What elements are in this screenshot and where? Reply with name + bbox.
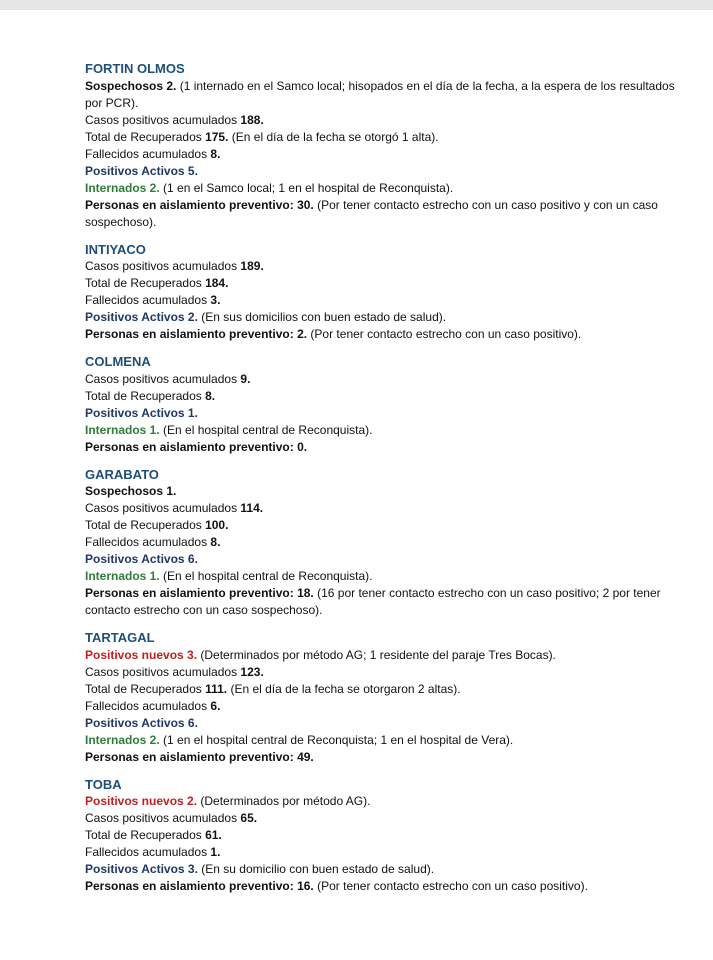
line-segment: 61. [205, 828, 222, 842]
line-segment: 8. [210, 535, 221, 549]
section-title: COLMENA [85, 354, 151, 369]
line-segment: (Determinados por método AG; 1 residente del paraje Tres Bocas). [197, 647, 556, 662]
line-segment: (En sus domicilios con buen estado de salud). [197, 310, 447, 324]
line-segment: 100. [205, 518, 229, 532]
line-segment: 8. [205, 388, 216, 403]
line-segment: (En el hospital central de Reconquista). [159, 422, 373, 437]
line-segment: 123. [240, 664, 264, 679]
line-segment: (En su domicilio con buen estado de salud). [197, 862, 435, 876]
line-segment: 111. [205, 681, 228, 696]
section-title: FORTIN OLMOS [85, 61, 185, 76]
line-segment: (1 en el hospital central de Reconquista; 1 en el hospital de Vera). [159, 732, 514, 747]
line-segment: Fallecidos acumulados [85, 698, 211, 713]
section-lines [85, 258, 695, 343]
section-lines [85, 483, 695, 619]
section-lines [85, 647, 695, 766]
line-segment: 8. [210, 146, 221, 161]
line-segment: Positivos Activos 6. [85, 715, 198, 730]
line-segment: Fallecidos acumulados [85, 535, 211, 549]
line-segment: Positivos Activos 3. [85, 862, 198, 876]
report-line [85, 112, 695, 129]
line-segment: Total de Recuperados [85, 388, 206, 403]
line-segment: 188. [240, 112, 264, 127]
report-line [85, 163, 695, 180]
line-segment: Personas en aislamiento preventivo: 0. [85, 439, 308, 454]
line-segment: Internados 1. [85, 422, 160, 437]
line-segment: 175. [205, 129, 229, 144]
line-segment: (Por tener contacto estrecho con un caso positivo y con un caso sospechoso). [85, 197, 658, 229]
report-line [85, 197, 695, 231]
line-segment: Internados 2. [85, 180, 160, 195]
line-segment: 1. [210, 845, 221, 859]
line-segment: Total de Recuperados [85, 129, 206, 144]
report-line [85, 861, 695, 878]
section-title: GARABATO [85, 466, 159, 482]
section-title: TARTAGAL [85, 630, 155, 645]
section-garabato [85, 466, 695, 620]
line-segment: 189. [240, 259, 264, 273]
report-line [85, 483, 695, 500]
report-line [85, 388, 695, 405]
report-line [85, 517, 695, 534]
line-segment: Positivos nuevos 2. [85, 794, 198, 808]
line-segment: Fallecidos acumulados [85, 845, 211, 859]
report-line [85, 180, 695, 197]
section-tartagal [85, 629, 695, 766]
report-line [85, 732, 695, 749]
line-segment: Sospechosos 1. [85, 484, 177, 498]
report-line [85, 698, 695, 715]
line-segment: (16 por tener contacto estrecho con un caso positivo; 2 por tener contacto estrecho con un caso sospechoso). [85, 586, 661, 617]
line-segment: Casos positivos acumulados [85, 371, 241, 386]
report-line [85, 78, 695, 112]
line-segment: Personas en aislamiento preventivo: 2. [85, 327, 308, 341]
line-segment: Casos positivos acumulados [85, 664, 241, 679]
report-line [85, 793, 695, 810]
line-segment: (1 en el Samco local; 1 en el hospital de Reconquista). [159, 180, 454, 195]
report-line [85, 371, 695, 388]
report-line [85, 568, 695, 585]
report-line [85, 664, 695, 681]
report-line [85, 878, 695, 895]
section-lines [85, 78, 695, 231]
line-segment: 18. [297, 586, 314, 600]
report-line [85, 827, 695, 844]
report-line [85, 439, 695, 456]
report-line [85, 585, 695, 619]
line-segment: 3. [210, 293, 221, 307]
line-segment: Casos positivos acumulados [85, 811, 241, 825]
section-toba [85, 776, 695, 896]
section-colmena [85, 353, 695, 456]
line-segment: Personas en aislamiento preventivo: 30. [85, 197, 314, 212]
report-line [85, 326, 695, 343]
line-segment: Personas en aislamiento preventivo: 16. [85, 879, 314, 893]
line-segment: 65. [240, 811, 258, 825]
line-segment: Sospechosos 2. [85, 78, 177, 93]
line-segment: 184. [205, 276, 229, 290]
report-line [85, 292, 695, 309]
line-segment: Casos positivos acumulados [85, 259, 241, 273]
line-segment: Internados 1. [85, 569, 160, 583]
report-line [85, 810, 695, 827]
line-segment: Fallecidos acumulados [85, 146, 211, 161]
section-lines [85, 793, 695, 895]
section-lines [85, 371, 695, 456]
line-segment: (En el día de la fecha se otorgaron 2 altas). [227, 681, 461, 696]
top-gray-bar [0, 0, 713, 10]
line-segment: Personas en aislamiento preventivo: [85, 586, 298, 600]
section-intiyaco [85, 241, 695, 344]
report-line [85, 681, 695, 698]
report-line [85, 715, 695, 732]
line-segment: (1 internado en el Samco local; hisopados en el día de la fecha, a la espera de los resultados por PCR). [85, 78, 675, 110]
line-segment: Total de Recuperados [85, 828, 206, 842]
line-segment: 114. [240, 501, 264, 515]
line-segment: Positivos Activos 5. [85, 163, 198, 178]
report-line [85, 647, 695, 664]
report-line [85, 275, 695, 292]
line-segment: Positivos Activos 6. [85, 552, 198, 566]
line-segment: Positivos nuevos 3. [85, 647, 198, 662]
section-title: TOBA [85, 776, 122, 792]
report-line [85, 129, 695, 146]
report-line [85, 405, 695, 422]
line-segment: Positivos Activos 2. [85, 310, 198, 324]
section-title: INTIYACO [85, 241, 146, 257]
line-segment: (Determinados por método AG). [197, 794, 371, 808]
report-line [85, 258, 695, 275]
report-line [85, 551, 695, 568]
line-segment: Positivos Activos 1. [85, 405, 198, 420]
report-line [85, 146, 695, 163]
line-segment: (En el día de la fecha se otorgó 1 alta). [228, 129, 439, 144]
line-segment: Total de Recuperados [85, 518, 206, 532]
line-segment: Total de Recuperados [85, 276, 206, 290]
line-segment: Personas en aislamiento preventivo: 49. [85, 749, 314, 764]
report-line [85, 749, 695, 766]
line-segment: Casos positivos acumulados [85, 501, 241, 515]
report-line [85, 500, 695, 517]
section-fortin-olmos [85, 60, 695, 231]
line-segment: (Por tener contacto estrecho con un caso positivo). [307, 327, 582, 341]
line-segment: Internados 2. [85, 732, 160, 747]
line-segment: (Por tener contacto estrecho con un caso positivo). [313, 879, 588, 893]
line-segment: Fallecidos acumulados [85, 293, 211, 307]
report-document [85, 60, 695, 905]
report-line [85, 309, 695, 326]
line-segment: Total de Recuperados [85, 681, 206, 696]
line-segment: (En el hospital central de Reconquista). [159, 569, 373, 583]
report-line [85, 422, 695, 439]
report-line [85, 534, 695, 551]
line-segment: 6. [210, 698, 221, 713]
line-segment: Casos positivos acumulados [85, 112, 241, 127]
report-line [85, 844, 695, 861]
line-segment: 9. [240, 371, 251, 386]
